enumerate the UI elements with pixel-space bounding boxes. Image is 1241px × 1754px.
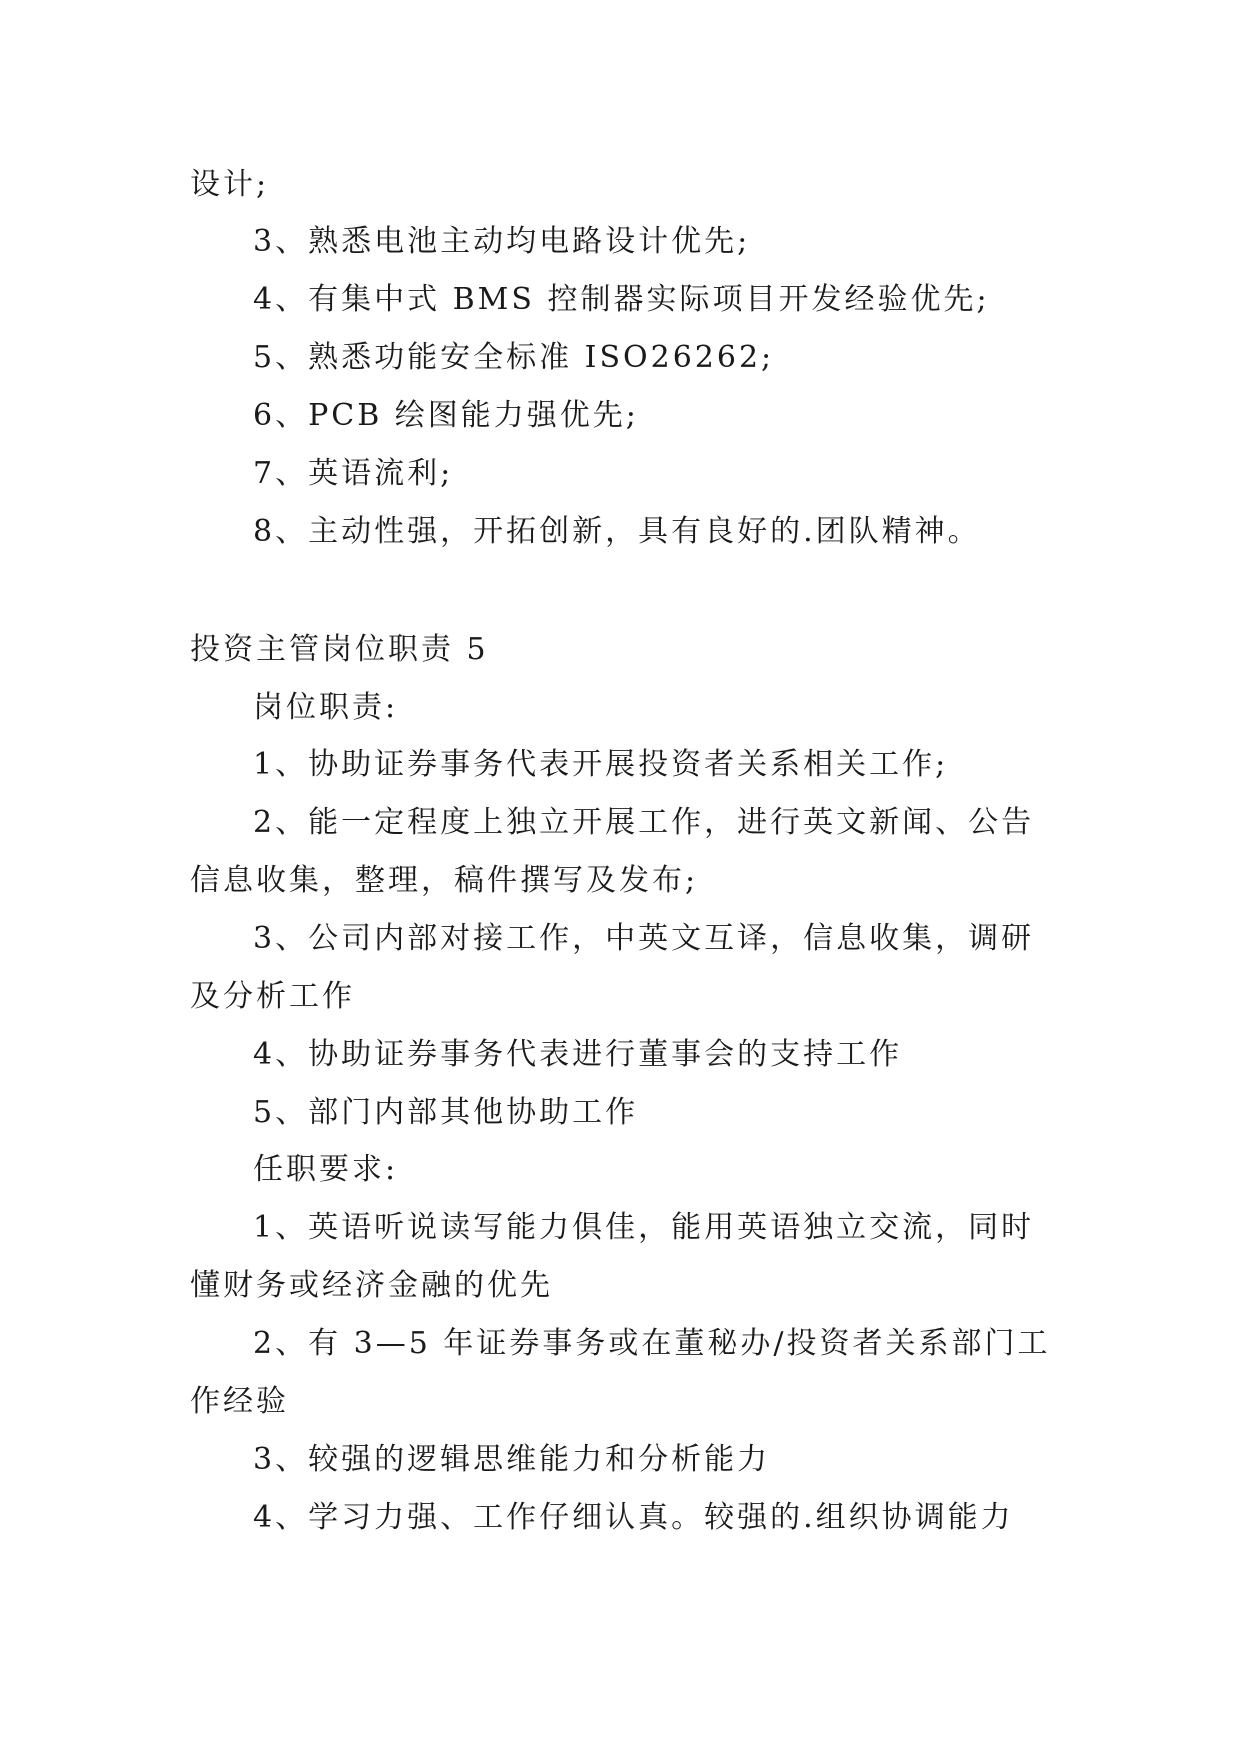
duty-item: 4、协助证券事务代表进行董事会的支持工作 (253, 1037, 903, 1072)
requirement-item: 4、学习力强、工作仔细认真。较强的.组织协调能力 (253, 1500, 1014, 1535)
duty-item: 2、能一定程度上独立开展工作，进行英文新闻、公告 (253, 805, 1035, 840)
duties-label: 岗位职责: (253, 690, 399, 725)
continuation-text: 设计; (190, 167, 270, 202)
duty-item-continuation: 及分析工作 (190, 979, 355, 1014)
requirements-label: 任职要求: (253, 1152, 399, 1187)
requirement-item-continuation: 懂财务或经济金融的优先 (190, 1268, 553, 1303)
duty-item: 3、公司内部对接工作，中英文互译，信息收集，调研 (253, 921, 1035, 956)
duty-item-continuation: 信息收集，整理，稿件撰写及发布; (190, 863, 699, 898)
requirement-item: 3、较强的逻辑思维能力和分析能力 (253, 1442, 771, 1477)
list-item: 7、英语流利; (253, 456, 454, 491)
list-item: 5、熟悉功能安全标准 ISO26262; (253, 340, 775, 375)
list-item: 4、有集中式 BMS 控制器实际项目开发经验优先; (253, 282, 990, 317)
list-item: 6、PCB 绘图能力强优先; (253, 398, 639, 433)
requirement-item: 2、有 3—5 年证券事务或在董秘办/投资者关系部门工 (253, 1326, 1051, 1361)
section-heading: 投资主管岗位职责 5 (190, 632, 489, 667)
duty-item: 5、部门内部其他协助工作 (253, 1095, 639, 1130)
duty-item: 1、协助证券事务代表开展投资者关系相关工作; (253, 747, 949, 782)
requirement-item-continuation: 作经验 (190, 1384, 289, 1419)
requirement-item: 1、英语听说读写能力俱佳，能用英语独立交流，同时 (253, 1210, 1035, 1245)
list-item: 8、主动性强，开拓创新，具有良好的.团队精神。 (253, 514, 981, 549)
list-item: 3、熟悉电池主动均电路设计优先; (253, 224, 751, 259)
